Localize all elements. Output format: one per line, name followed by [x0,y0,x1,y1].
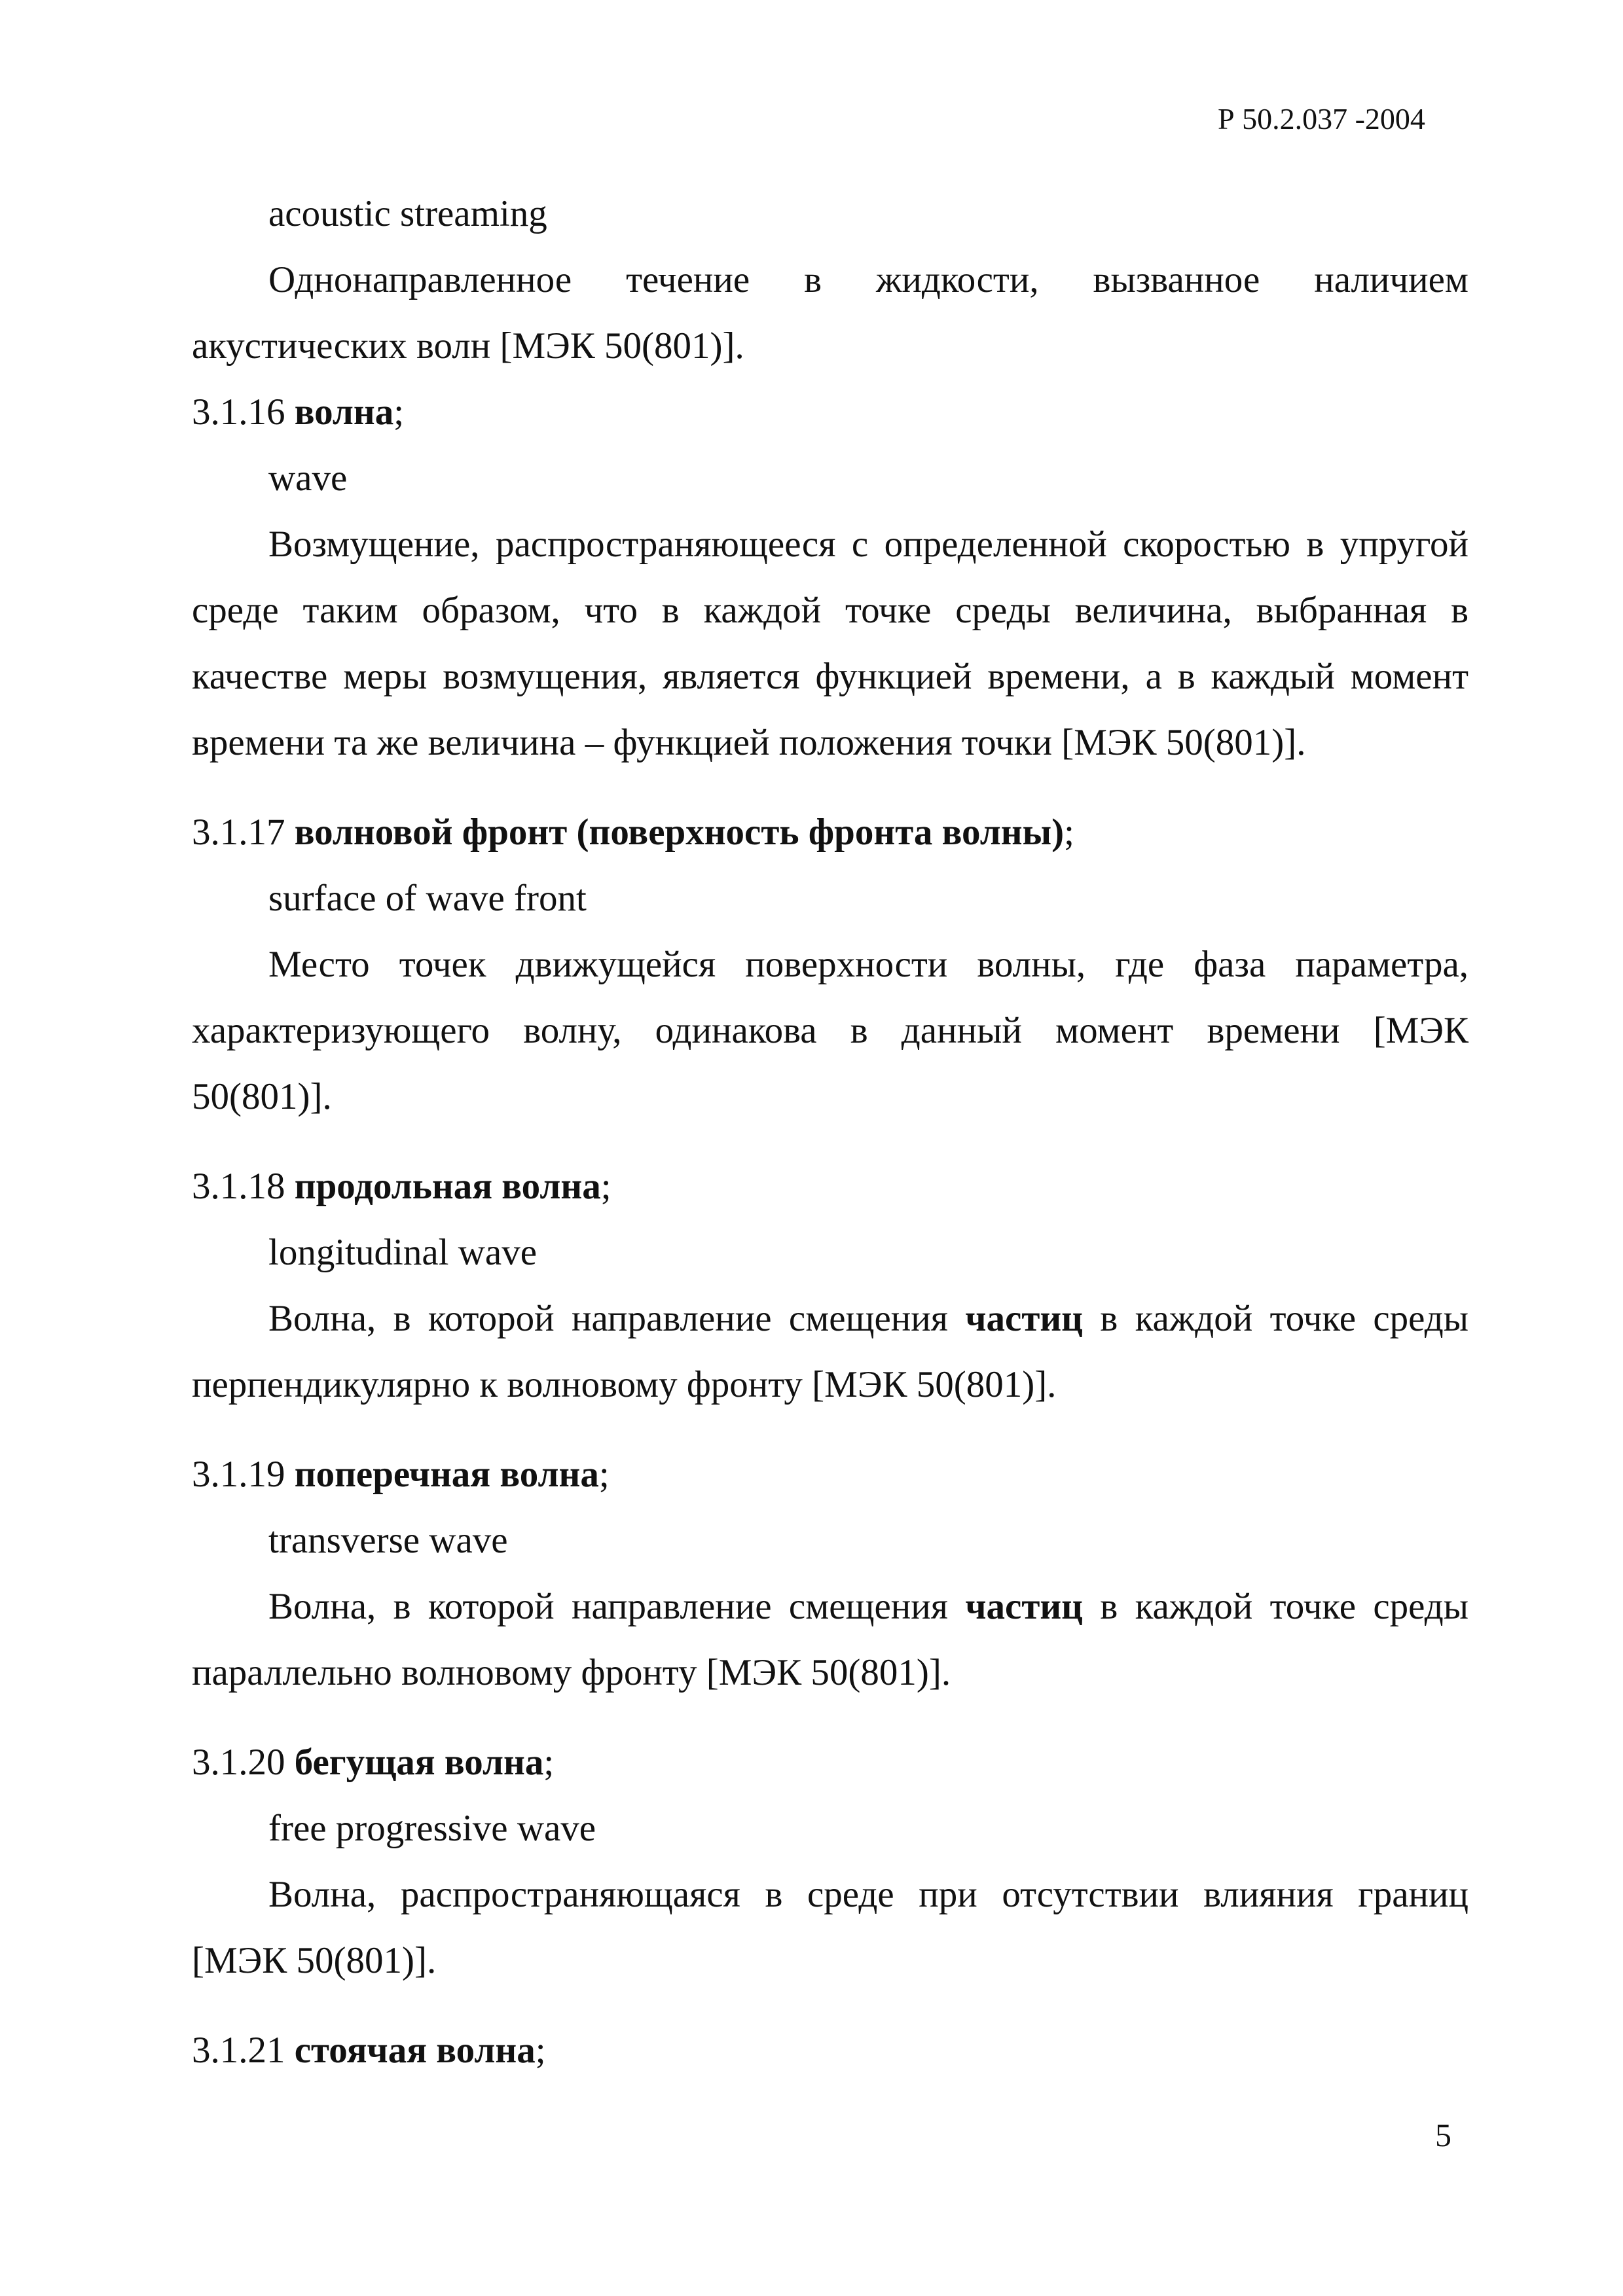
definition-text: Волна, в которой направление смещения [268,1586,949,1627]
entry-gap [192,1142,1468,1166]
definition-text: Волна, в которой направление смещения [268,1298,949,1339]
entry-gap [192,788,1468,812]
entry-gap [192,1718,1468,1742]
english-term: free progressive wave [268,1808,596,1849]
term-number: 3.1.19 [192,1454,285,1495]
term-punct: ; [543,1742,555,1783]
definition-line: Волна, распространяющаяся в среде при отсутствии влияния границ [268,1874,1468,1915]
term-heading [192,391,1468,457]
entry-gap [192,2006,1468,2030]
term-heading [192,1454,1468,1520]
definition-line: Возмущение, распространяющееся с определенной скоростью в упругой [268,524,1468,565]
definition-line [192,1586,1468,1652]
term-heading [192,1166,1468,1232]
english-term: acoustic streaming [268,193,547,234]
term-name: волна [294,391,394,433]
term-name: бегущая волна [294,1742,544,1783]
term-punct: ; [1064,812,1074,853]
term-number: 3.1.17 [192,812,285,853]
definition-line [192,1298,1468,1364]
term-punct: ; [535,2030,546,2071]
term-name: продольная волна [294,1166,601,1207]
definition-line: Место точек движущейся поверхности волны, где фаза параметра, [268,944,1468,985]
term-heading [192,812,1468,878]
term-name: волновой фронт (поверхность фронта волны) [294,812,1065,853]
definition-bold-word: частиц [965,1586,1084,1627]
definition-line: [МЭК 50(801)]. [192,1940,437,1981]
term-heading [192,1742,1468,1808]
english-term: wave [268,457,348,499]
term-heading [192,2030,1468,2096]
term-punct: ; [393,391,405,433]
definition-text: в каждой точке среды [1100,1586,1469,1627]
page-number: 5 [1435,2117,1451,2153]
document-code: Р 50.2.037 -2004 [1218,102,1425,135]
definition-bold-word: частиц [965,1298,1084,1339]
definition-line: перпендикулярно к волновому фронту [МЭК 50(801)]. [192,1364,1057,1405]
term-name: стоячая волна [294,2030,536,2071]
term-number: 3.1.18 [192,1166,285,1207]
term-number: 3.1.20 [192,1742,285,1783]
definition-line: качестве меры возмущения, является функцией времени, а в каждый момент [192,656,1468,697]
term-punct: ; [598,1454,610,1495]
definition-line: акустических волн [МЭК 50(801)]. [192,325,744,367]
definition-line: параллельно волновому фронту [МЭК 50(801)]. [192,1652,951,1693]
definition-line: времени та же величина – функцией положения точки [МЭК 50(801)]. [192,722,1306,763]
term-number: 3.1.16 [192,391,285,433]
term-punct: ; [600,1166,611,1207]
english-term: surface of wave front [268,878,587,919]
term-number: 3.1.21 [192,2030,285,2071]
definition-line: 50(801)]. [192,1076,332,1117]
document-body [192,193,1468,2096]
definition-text: в каждой точке среды [1100,1298,1469,1339]
entry-gap [192,1430,1468,1454]
definition-line: характеризующего волну, одинакова в данный момент времени [МЭК [192,1010,1468,1051]
term-name: поперечная волна [294,1454,599,1495]
definition-line: Однонаправленное течение в жидкости, вызванное наличием [268,259,1468,300]
english-term: transverse wave [268,1520,508,1561]
definition-line: среде таким образом, что в каждой точке среды величина, выбранная в [192,590,1468,631]
english-term: longitudinal wave [268,1232,537,1273]
